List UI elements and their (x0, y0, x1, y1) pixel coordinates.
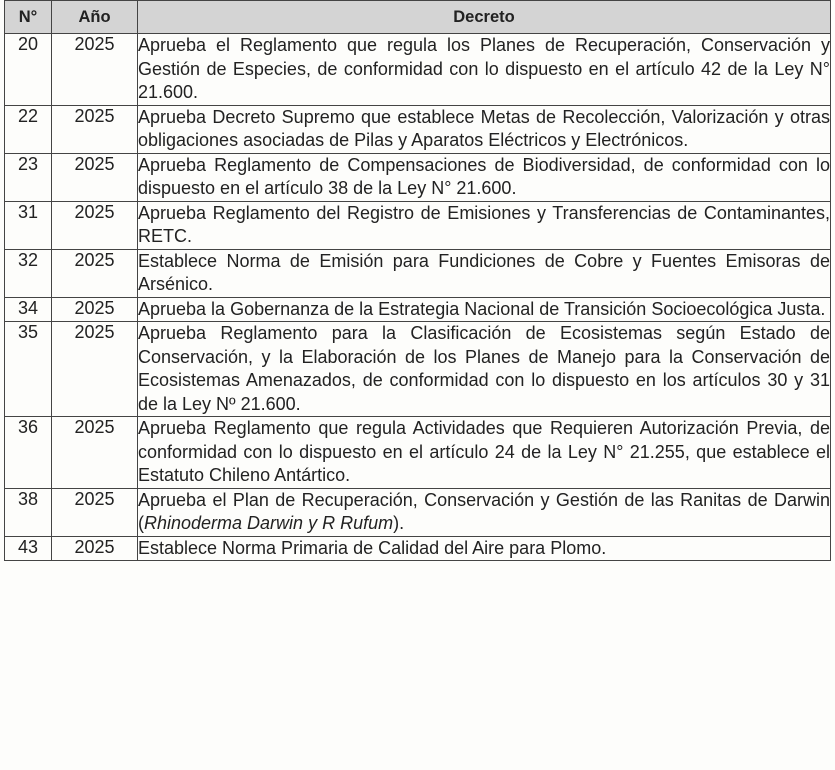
row-number: 32 (5, 249, 52, 297)
row-number: 31 (5, 201, 52, 249)
row-number: 35 (5, 322, 52, 417)
row-decree: Aprueba Reglamento de Compensaciones de Biodiversidad, de conformidad con lo dispuesto en el artículo 38 de la Ley N° 21.600. (138, 153, 831, 201)
row-number: 22 (5, 105, 52, 153)
table-row (5, 536, 831, 561)
row-decree: Aprueba Reglamento que regula Actividades que Requieren Autorización Previa, de conformidad con lo dispuesto en el artículo 24 de la Ley N° 21.255, que establece el Estatuto Chileno Antártico. (138, 417, 831, 489)
table-row (5, 105, 831, 153)
row-decree: Establece Norma de Emisión para Fundiciones de Cobre y Fuentes Emisoras de Arsénico. (138, 249, 831, 297)
species-name: Rhinoderma Darwin y R Rufum (144, 513, 394, 533)
row-year: 2025 (52, 34, 138, 106)
row-decree: Aprueba Reglamento para la Clasificación de Ecosistemas según Estado de Conservación, y la Elaboración de los Planes de Manejo para la Conservación de Ecosistemas Amenazados, de conformidad con lo dispuesto en los artículos 30 y 31 de la Ley Nº 21.600. (138, 322, 831, 417)
row-number: 20 (5, 34, 52, 106)
decree-text-end: ). (393, 513, 405, 533)
table-row (5, 153, 831, 201)
row-decree: Aprueba Decreto Supremo que establece Metas de Recolección, Valorización y otras obligaciones asociadas de Pilas y Aparatos Eléctricos y Electrónicos. (138, 105, 831, 153)
row-decree: Establece Norma Primaria de Calidad del Aire para Plomo. (138, 536, 831, 561)
row-year: 2025 (52, 488, 138, 536)
decrees-table (4, 0, 831, 561)
table-body (5, 34, 831, 561)
header-row (5, 1, 831, 34)
row-number: 38 (5, 488, 52, 536)
row-year: 2025 (52, 297, 138, 322)
row-decree (138, 488, 831, 536)
row-number: 23 (5, 153, 52, 201)
table-row (5, 488, 831, 536)
row-number: 43 (5, 536, 52, 561)
header-decree: Decreto (138, 1, 831, 34)
table-row (5, 201, 831, 249)
table-row (5, 322, 831, 417)
row-number: 34 (5, 297, 52, 322)
row-year: 2025 (52, 105, 138, 153)
header-number: N° (5, 1, 52, 34)
decree-text-start: Aprueba el Plan de Recuperación, Conservación y Gestión de las Ranitas de Darwin ( (138, 489, 830, 533)
row-decree: Aprueba el Reglamento que regula los Planes de Recuperación, Conservación y Gestión de Especies, de conformidad con lo dispuesto en el artículo 42 de la Ley N° 21.600. (138, 34, 831, 106)
row-year: 2025 (52, 249, 138, 297)
row-year: 2025 (52, 417, 138, 489)
row-year: 2025 (52, 153, 138, 201)
row-year: 2025 (52, 201, 138, 249)
table-row (5, 297, 831, 322)
table-header (5, 1, 831, 34)
row-year: 2025 (52, 536, 138, 561)
row-decree: Aprueba la Gobernanza de la Estrategia Nacional de Transición Socioecológica Justa. (138, 297, 831, 322)
table-row (5, 417, 831, 489)
row-decree: Aprueba Reglamento del Registro de Emisiones y Transferencias de Contaminantes, RETC. (138, 201, 831, 249)
row-number: 36 (5, 417, 52, 489)
table-row (5, 249, 831, 297)
row-year: 2025 (52, 322, 138, 417)
table-row (5, 34, 831, 106)
header-year: Año (52, 1, 138, 34)
